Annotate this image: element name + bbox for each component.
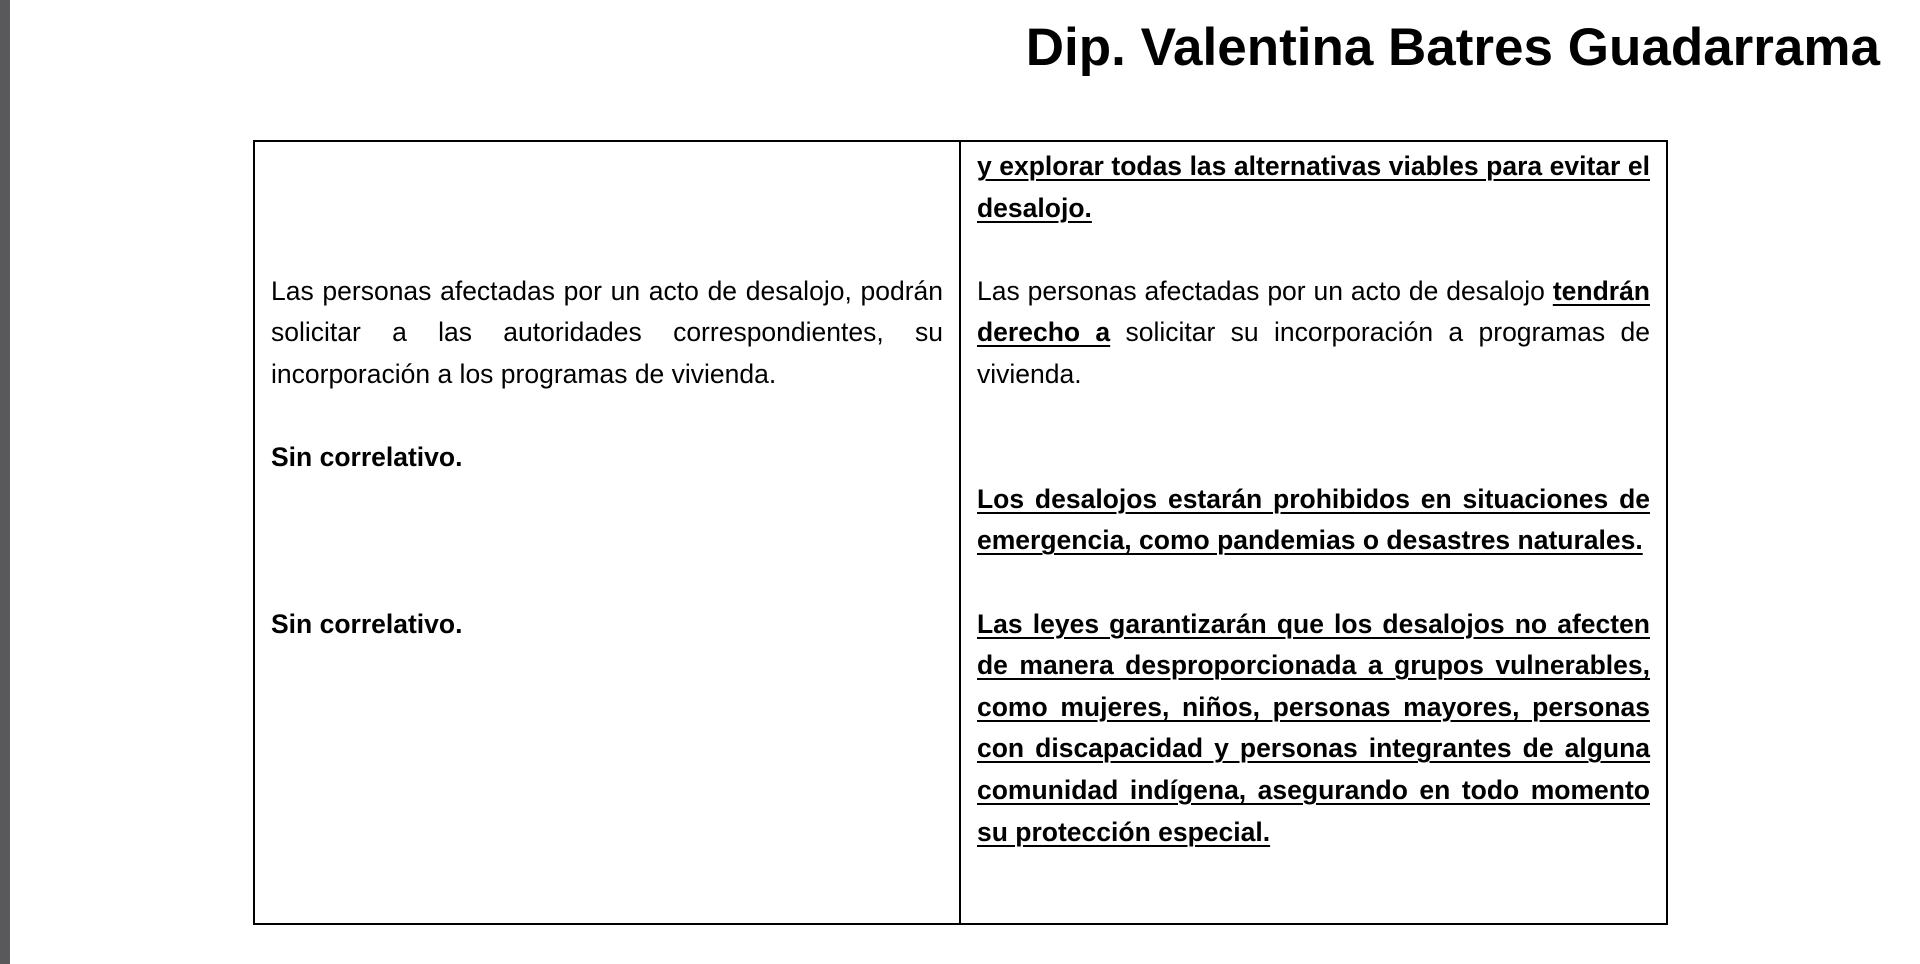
- right-paragraph-alternativas: y explorar todas las alternativas viables para evitar el desalojo.: [977, 151, 1650, 223]
- right-paragraph-grupos-vulnerables: Las leyes garantizarán que los desalojos no afecten de manera desproporcionada a grupos vulnerables, como mujeres, niños, personas mayores, personas con discapacidad y personas integrantes de alguna comunidad indígena, asegurando en todo momento su protección especial.: [977, 608, 1650, 847]
- document-page: [10, 0, 1920, 964]
- right-paragraph-text-start: Las personas afectadas por un acto de desalojo: [977, 275, 1553, 306]
- left-paragraph-desalojo: Las personas afectadas por un acto de desalojo, podrán solicitar a las autoridades correspondientes, su incorporación a los programas de vivienda.: [271, 275, 943, 389]
- left-column-cell: [254, 141, 960, 924]
- spacer: [271, 479, 943, 604]
- right-column-cell: [960, 141, 1667, 924]
- spacer: [977, 229, 1650, 271]
- comparison-table: [253, 140, 1668, 925]
- spacer: [271, 396, 943, 438]
- left-paragraph-sin-correlativo-2: Sin correlativo.: [271, 608, 463, 639]
- right-paragraph-emphasis: tendrán derecho a: [977, 275, 1650, 348]
- author-heading: Dip. Valentina Batres Guadarrama: [1025, 18, 1880, 77]
- viewer-background: [0, 0, 10, 964]
- spacer: [271, 146, 943, 271]
- table-row: [254, 141, 1667, 924]
- left-paragraph-sin-correlativo-1: Sin correlativo.: [271, 442, 463, 473]
- spacer: [977, 396, 1650, 479]
- spacer: [977, 562, 1650, 604]
- right-paragraph-incorporacion: [977, 271, 1650, 396]
- right-paragraph-emergencias: Los desalojos estarán prohibidos en situaciones de emergencia, como pandemias o desastres naturales.: [977, 483, 1650, 556]
- right-paragraph-text-end: solicitar su incorporación a programas de vivienda.: [977, 317, 1650, 389]
